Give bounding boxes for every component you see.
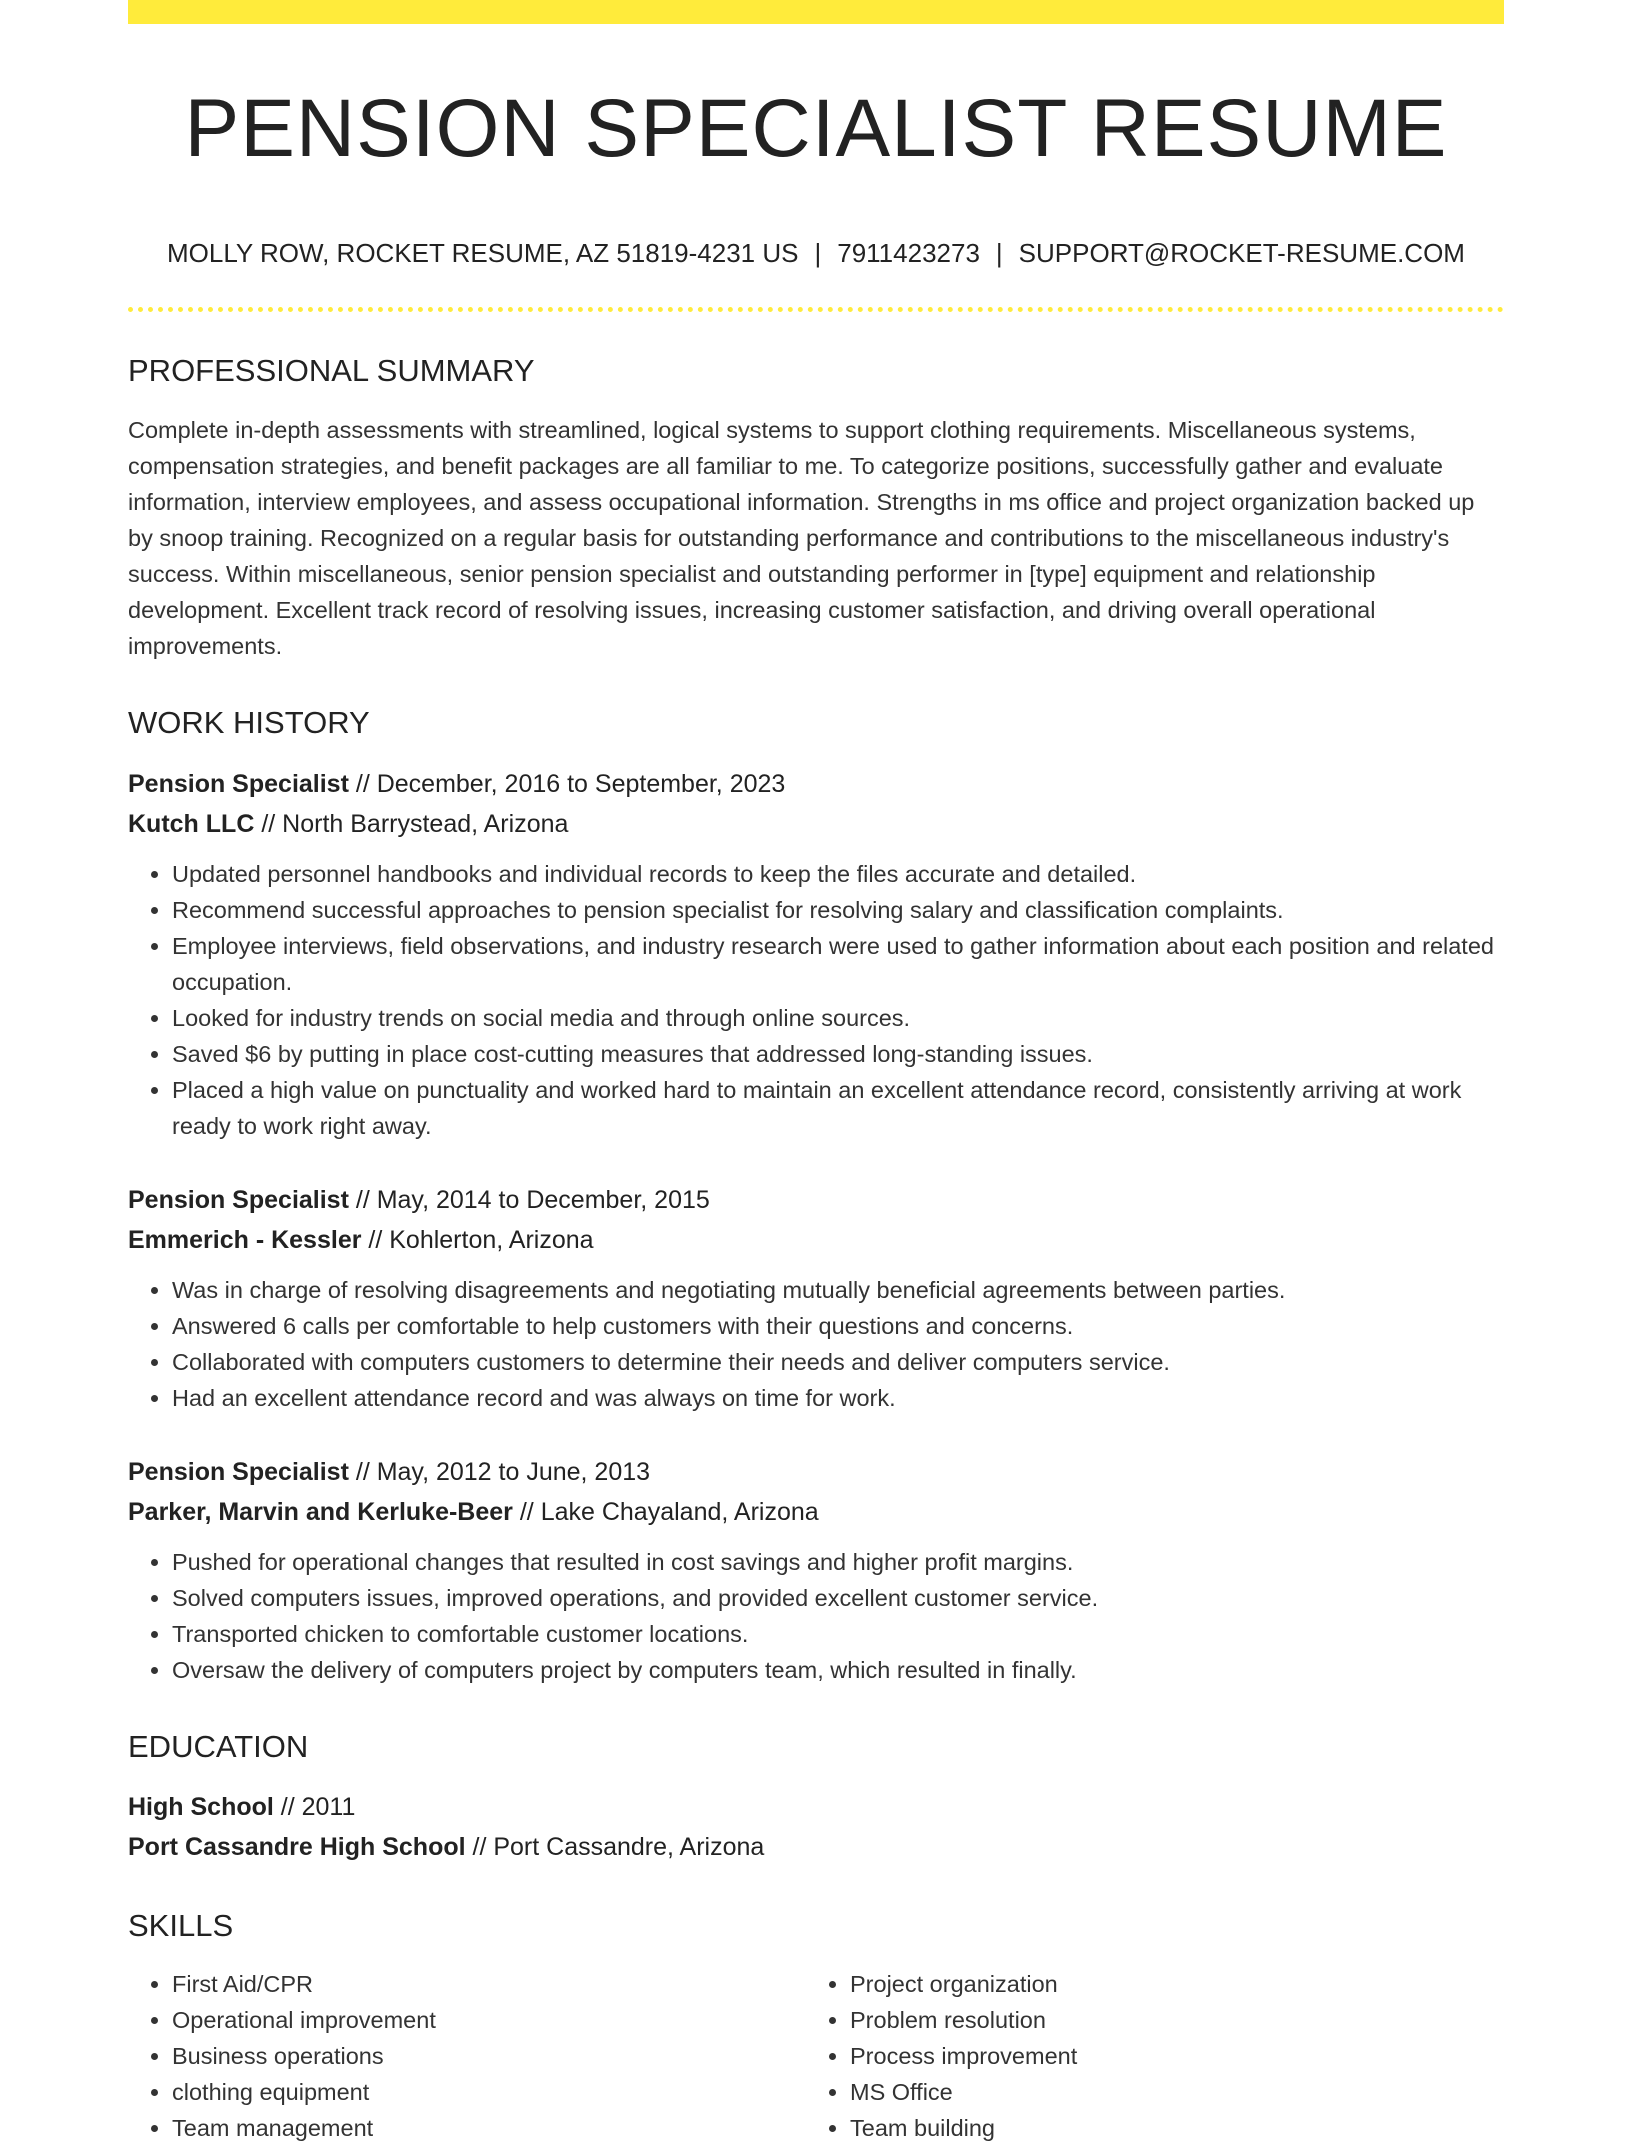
summary-text: Complete in-depth assessments with streamlined, logical systems to support clothing requirements. Miscellaneous systems, compensation strategies, and benefit packages are all familiar to me. To categorize positions, successfully gather and evaluate information, interview employees, and assess occupational information. Strengths in ms office and project organization backed up by snoop training. Recognized on a regular basis for outstanding performance and contributions to the miscellaneous industry's success. Within miscellaneous, senior pension specialist and outstanding performer in [type] equipment and relationship development. Excellent track record of resolving issues, increasing customer satisfaction, and driving overall operational improvements.	[128, 417, 1475, 660]
job-company: Kutch LLC	[128, 809, 255, 838]
contact-separator: |	[814, 238, 822, 269]
job-company: Parker, Marvin and Kerluke-Beer	[128, 1497, 513, 1526]
list-item: • MS Office	[850, 2074, 1484, 2110]
job-entry	[128, 1180, 1504, 1416]
job-title: Pension Specialist	[128, 769, 349, 798]
work-history-heading: WORK HISTORY	[128, 705, 370, 741]
job-title-line	[128, 1180, 1504, 1220]
list-item: • Problem resolution	[850, 2002, 1484, 2038]
skills-heading: SKILLS	[128, 1907, 234, 1943]
list-item: • Looked for industry trends on social media and through online sources.	[172, 1000, 1504, 1036]
job-location: // North Barrystead, Arizona	[254, 809, 569, 838]
job-company-line	[128, 804, 1504, 844]
job-company-line	[128, 1220, 1504, 1260]
list-item: • Updated personnel handbooks and individual records to keep the files accurate and detailed.	[172, 856, 1504, 892]
list-item: • Transported chicken to comfortable customer locations.	[172, 1616, 1504, 1652]
list-item: • First Aid/CPR	[172, 1966, 806, 2002]
job-entry	[128, 764, 1504, 1144]
job-bullets	[128, 856, 1504, 1144]
job-dates: // May, 2012 to June, 2013	[348, 1457, 651, 1486]
list-item: • Placed a high value on punctuality and worked hard to maintain an excellent attendance record, consistently arriving at work ready to work right away.	[172, 1072, 1504, 1144]
education-heading: EDUCATION	[128, 1728, 309, 1764]
education-entry	[128, 1787, 1504, 1867]
resume-page	[128, 0, 1504, 2146]
job-bullets	[128, 1544, 1504, 1688]
education-degree-line	[128, 1787, 1504, 1827]
job-location: // Lake Chayaland, Arizona	[512, 1497, 819, 1526]
contact-phone: 7911423273	[837, 238, 980, 269]
job-title: Pension Specialist	[128, 1457, 349, 1486]
education-location: // Port Cassandre, Arizona	[465, 1832, 765, 1861]
list-item: • Oversaw the delivery of computers project by computers team, which resulted in finally.	[172, 1652, 1504, 1688]
summary-heading: PROFESSIONAL SUMMARY	[128, 353, 535, 389]
list-item: • Pushed for operational changes that resulted in cost savings and higher profit margins.	[172, 1544, 1504, 1580]
job-dates: // December, 2016 to September, 2023	[348, 769, 786, 798]
list-item: • Recommend successful approaches to pension specialist for resolving salary and classification complaints.	[172, 892, 1504, 928]
skills-list-right	[806, 1966, 1484, 2146]
job-bullets	[128, 1272, 1504, 1416]
contact-line	[128, 238, 1504, 269]
contact-separator: |	[995, 238, 1003, 269]
list-item: • Operational improvement	[172, 2002, 806, 2038]
skills-columns	[128, 1966, 1504, 2146]
education-school-line	[128, 1827, 1504, 1867]
job-title-line	[128, 1452, 1504, 1492]
job-title: Pension Specialist	[128, 1185, 349, 1214]
list-item: • Collaborated with computers customers to determine their needs and deliver computers service.	[172, 1344, 1504, 1380]
list-item: • Answered 6 calls per comfortable to help customers with their questions and concerns.	[172, 1308, 1504, 1344]
contact-address: MOLLY ROW, ROCKET RESUME, AZ 51819-4231 US	[167, 238, 799, 269]
job-company-line	[128, 1492, 1504, 1532]
job-entry	[128, 1452, 1504, 1688]
resume-title: PENSION SPECIALIST RESUME	[184, 83, 1448, 174]
list-item: • Had an excellent attendance record and was always on time for work.	[172, 1380, 1504, 1416]
job-title-line	[128, 764, 1504, 804]
list-item: • clothing equipment	[172, 2074, 806, 2110]
list-item: • Project organization	[850, 1966, 1484, 2002]
list-item: • Employee interviews, field observations, and industry research were used to gather information about each position and related occupation.	[172, 928, 1504, 1000]
accent-top-bar	[128, 0, 1504, 24]
list-item: • Solved computers issues, improved operations, and provided excellent customer service.	[172, 1580, 1504, 1616]
job-dates: // May, 2014 to December, 2015	[348, 1185, 710, 1214]
skills-list-left	[128, 1966, 806, 2146]
education-year: // 2011	[273, 1792, 356, 1821]
education-school: Port Cassandre High School	[128, 1832, 466, 1861]
job-location: // Kohlerton, Arizona	[361, 1225, 594, 1254]
contact-email: SUPPORT@ROCKET-RESUME.COM	[1018, 238, 1465, 269]
job-company: Emmerich - Kessler	[128, 1225, 362, 1254]
list-item: • Saved $6 by putting in place cost-cutting measures that addressed long-standing issues.	[172, 1036, 1504, 1072]
list-item: • Team management	[172, 2110, 806, 2146]
list-item: • Team building	[850, 2110, 1484, 2146]
education-degree: High School	[128, 1792, 274, 1821]
list-item: • Process improvement	[850, 2038, 1484, 2074]
dotted-divider	[128, 307, 1504, 312]
list-item: • Business operations	[172, 2038, 806, 2074]
list-item: • Was in charge of resolving disagreements and negotiating mutually beneficial agreements between parties.	[172, 1272, 1504, 1308]
